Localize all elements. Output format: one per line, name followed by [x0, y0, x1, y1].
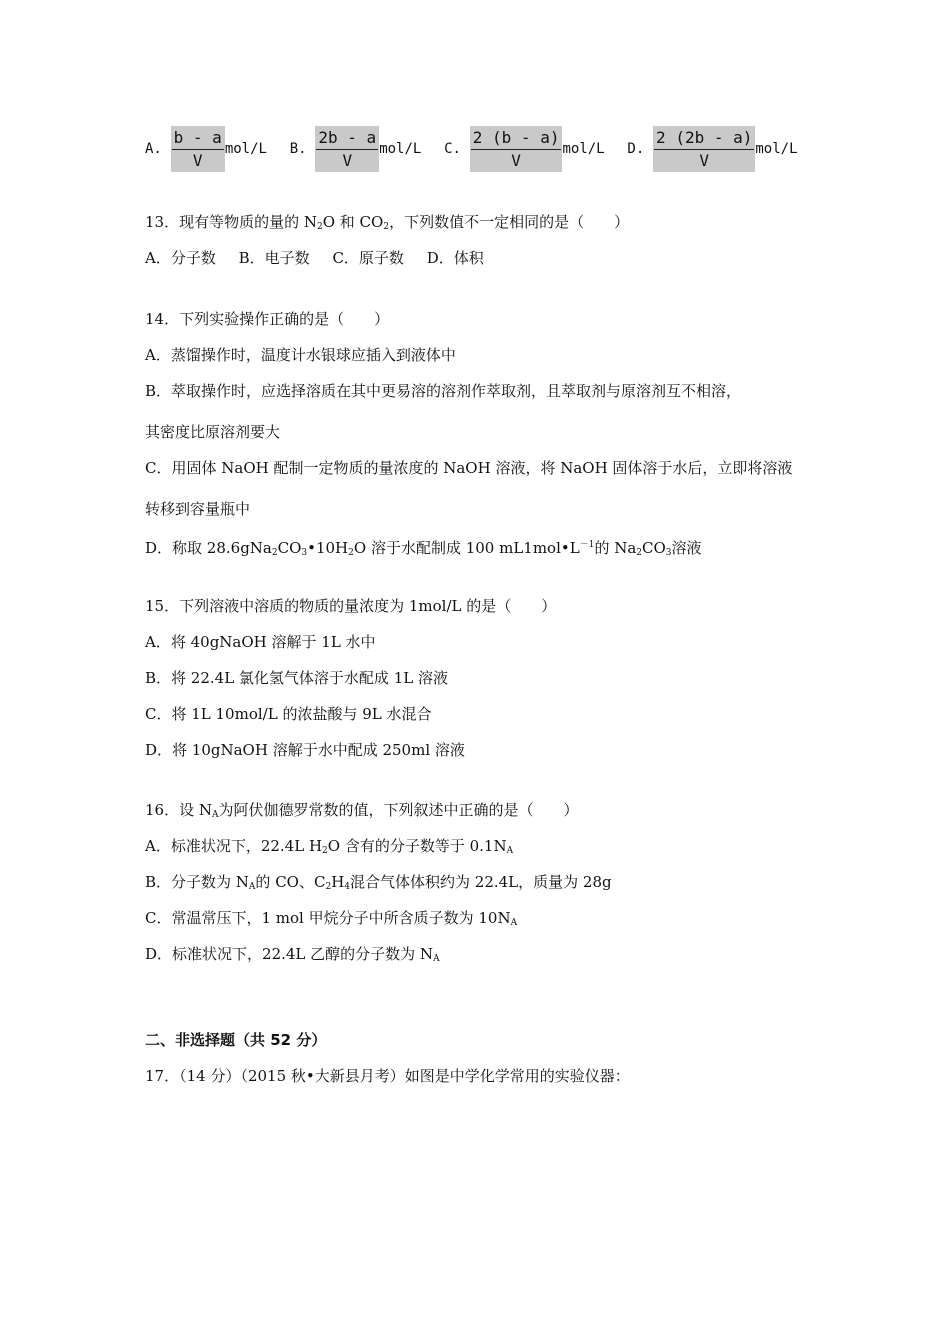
text: •10H: [307, 539, 349, 557]
text: 的 CO、C: [255, 873, 326, 891]
fraction-numerator: 2 (b - a): [471, 128, 562, 150]
fraction-numerator: b - a: [172, 128, 224, 150]
text: C．常温常压下，1 mol 甲烷分子中所含质子数为 10N: [145, 909, 511, 927]
q12-option-a-label: A.: [145, 141, 162, 157]
fraction-numerator: 2b - a: [316, 128, 378, 150]
fraction-denominator: V: [699, 151, 710, 170]
subscript: 2: [325, 882, 332, 892]
q13-option-a: A．分子数: [145, 249, 216, 267]
subscript: 2: [271, 548, 278, 558]
q13-options: [145, 248, 502, 268]
text: O 溶于水配制成 100 mL1mol•L: [353, 539, 580, 557]
q12-option-d-fraction: [653, 126, 755, 172]
q14-option-c-line1: C．用固体 NaOH 配制一定物质的量浓度的 NaOH 溶液，将 NaOH 固体溶于水后，立即将溶液: [145, 459, 793, 477]
text: CO: [642, 539, 666, 557]
q14-option-b-line2: 其密度比原溶剂要大: [145, 423, 281, 441]
q13-stem-part: 13．现有等物质的量的 N: [145, 213, 317, 231]
q13-stem: [145, 212, 629, 237]
text: 为阿伏伽德罗常数的值，下列叙述中正确的是（ ）: [218, 801, 579, 819]
q12-option-c-fraction: [470, 126, 563, 172]
subscript: A: [506, 846, 514, 856]
q12-option-c-label: C.: [444, 141, 461, 157]
text: H: [331, 873, 345, 891]
fraction-denominator: V: [342, 151, 353, 170]
q15-option-d: D．将 10gNaOH 溶解于水中配成 250ml 溶液: [145, 741, 465, 759]
q13-stem-part: O 和 CO: [322, 213, 384, 231]
q16-option-d: [145, 944, 440, 969]
q12-option-b-fraction: [315, 126, 379, 172]
subscript: A: [248, 882, 256, 892]
q15-stem: 15．下列溶液中溶质的物质的量浓度为 1mol/L 的是（ ）: [145, 597, 557, 615]
q12-option-d-label: D.: [627, 141, 645, 157]
q13-option-c: C．原子数: [332, 249, 404, 267]
q13-stem-part: ，下列数值不一定相同的是（ ）: [389, 213, 630, 231]
q13-option-d: D．体积: [426, 249, 484, 267]
text: 的 Na: [594, 539, 637, 557]
q15-option-c: C．将 1L 10mol/L 的浓盐酸与 9L 水混合: [145, 705, 432, 723]
text: D．称取 28.6gNa: [145, 539, 272, 557]
q14-option-c-line2: 转移到容量瓶中: [145, 500, 251, 518]
section-heading: 二、非选择题（共 52 分）: [145, 1031, 327, 1049]
text: A．标准状况下，22.4L H: [145, 837, 323, 855]
fraction-denominator: V: [192, 151, 203, 170]
text: 溶液: [671, 539, 702, 557]
q13-option-b: B．电子数: [238, 249, 310, 267]
q14-option-b-line1: B．萃取操作时，应选择溶质在其中更易溶的溶剂作萃取剂，且萃取剂与原溶剂互不相溶，: [145, 382, 742, 400]
text: CO: [277, 539, 302, 557]
fraction-denominator: V: [511, 151, 521, 170]
q15-option-b: B．将 22.4L 氯化氢气体溶于水配成 1L 溶液: [145, 669, 448, 687]
q12-option-c-unit: mol/L: [562, 141, 605, 157]
q14-option-a: A．蒸馏操作时，温度计水银球应插入到液体中: [145, 346, 456, 364]
subscript: 2: [383, 222, 390, 232]
subscript: 4: [344, 882, 351, 892]
q16-stem: [145, 800, 579, 825]
q12-option-a-unit: mol/L: [224, 141, 267, 157]
subscript: A: [211, 810, 219, 820]
subscript: A: [510, 918, 518, 928]
q12-option-d-unit: mol/L: [755, 141, 798, 157]
q14-stem: 14．下列实验操作正确的是（ ）: [145, 310, 390, 328]
q12-option-b-unit: mol/L: [379, 141, 422, 157]
subscript: 2: [636, 548, 643, 558]
q15-option-a: A．将 40gNaOH 溶解于 1L 水中: [145, 633, 376, 651]
fraction-numerator: 2 (2b - a): [654, 128, 754, 150]
subscript: 2: [348, 548, 354, 558]
text: O 含有的分子数等于 0.1N: [327, 837, 507, 855]
q16-option-c: [145, 908, 517, 933]
subscript: A: [433, 954, 440, 964]
q16-option-a: [145, 836, 513, 861]
q14-option-d: [145, 535, 702, 563]
text: 16．设 N: [145, 801, 212, 819]
q12-option-b-label: B.: [289, 141, 307, 157]
subscript: 2: [316, 222, 323, 232]
text: 混合气体体积约为 22.4L，质量为 28g: [350, 873, 612, 891]
subscript: 3: [301, 548, 308, 558]
subscript: 3: [665, 548, 672, 558]
subscript: 2: [322, 846, 328, 856]
text: D．标准状况下，22.4L 乙醇的分子数为 N: [145, 945, 434, 963]
q17-stem: 17．（14 分）（2015 秋•大新县月考）如图是中学化学常用的实验仪器：: [145, 1067, 630, 1085]
q12-options: [145, 126, 816, 172]
superscript: －1: [579, 540, 595, 550]
q12-option-a-fraction: [171, 126, 225, 172]
q16-option-b: [145, 872, 612, 897]
text: B．分子数为 N: [145, 873, 249, 891]
